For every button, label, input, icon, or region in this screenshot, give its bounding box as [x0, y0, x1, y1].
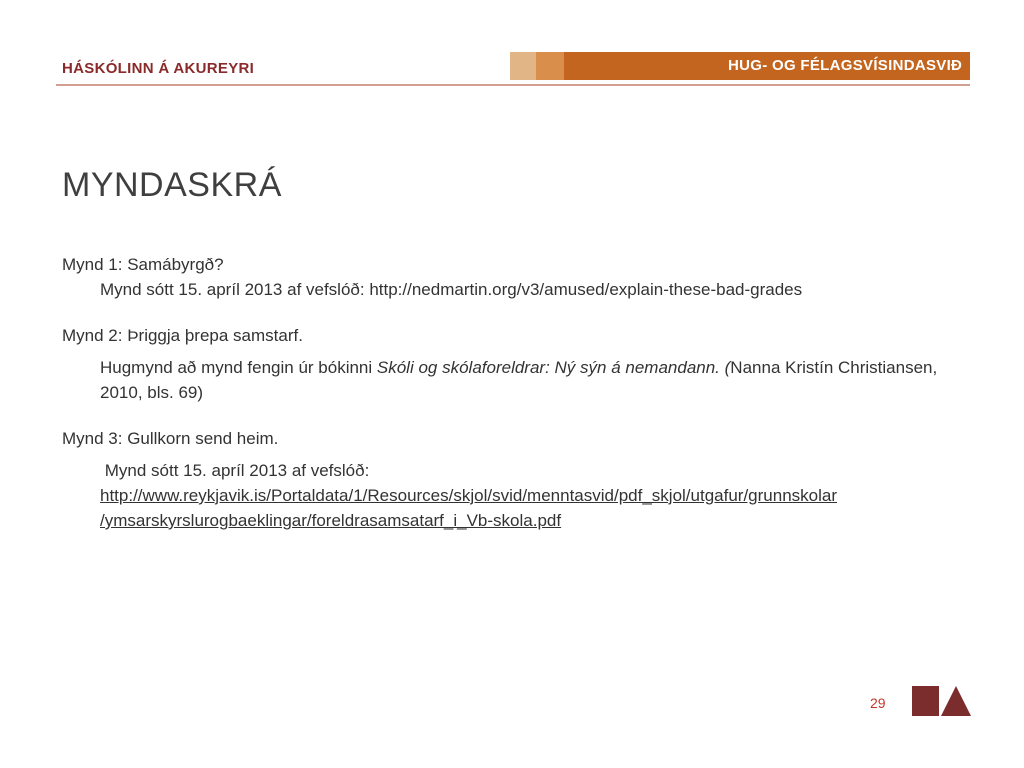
reference-item: [62, 252, 972, 302]
reference-link[interactable]: [100, 486, 837, 530]
reference-list: [62, 252, 972, 554]
reference-heading: Mynd 1: Samábyrgð?: [62, 255, 224, 274]
reference-detail-suffix: Nanna Kristín Christiansen, 2010, bls. 69): [100, 358, 938, 402]
page-title: MYNDASKRÁ: [62, 166, 282, 204]
reference-heading: Mynd 3: Gullkorn send heim.: [62, 429, 279, 448]
reference-detail: Mynd sótt 15. apríl 2013 af vefslóð: http://nedmartin.org/v3/amused/explain-these-bad-grades: [100, 280, 803, 299]
university-logo-icon: [912, 686, 972, 718]
logo-square: [912, 686, 939, 716]
header-divider: [56, 84, 970, 86]
reference-link-line1[interactable]: http://www.reykjavik.is/Portaldata/1/Resources/skjol/svid/menntasvid/pdf_skjol/utgafur/grunnskolar: [100, 486, 838, 505]
header-band-mid: [536, 52, 564, 80]
reference-item: [62, 426, 972, 533]
header-band-light: [510, 52, 536, 80]
header-department: HUG- OG FÉLAGSVÍSINDASVIÐ: [728, 57, 963, 74]
reference-item: [62, 323, 972, 405]
page-number: 29: [870, 695, 886, 711]
reference-link-line2[interactable]: /ymsarskyrslurogbaeklingar/foreldrasamsatarf_i_Vb-skola.pdf: [100, 511, 562, 530]
book-title: Skóli og skólaforeldrar: Ný sýn á nemandann. (: [376, 358, 731, 377]
header-institution: HÁSKÓLINN Á AKUREYRI: [62, 60, 255, 77]
logo-triangle: [941, 686, 971, 716]
reference-detail: [62, 355, 972, 405]
reference-heading: Mynd 2: Þriggja þrepa samstarf.: [62, 326, 303, 345]
reference-detail-prefix: Hugmynd að mynd fengin úr bókinni: [100, 358, 377, 377]
reference-detail-prefix: Mynd sótt 15. apríl 2013 af vefslóð:: [100, 461, 370, 480]
reference-detail: [62, 458, 972, 533]
